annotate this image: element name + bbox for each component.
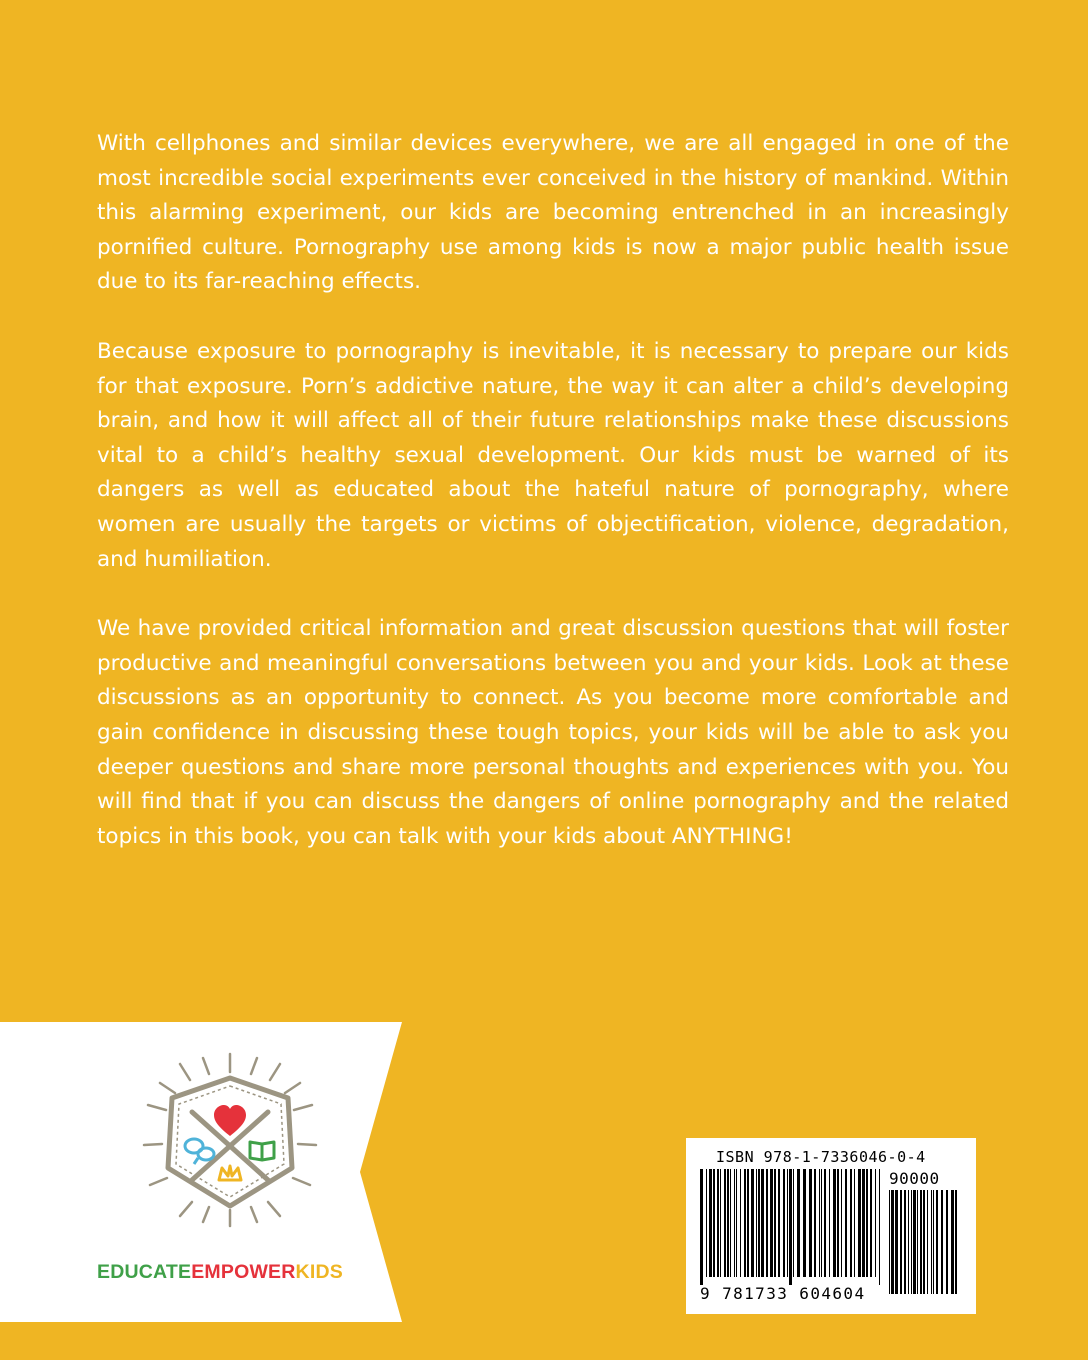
crest-icon xyxy=(140,1050,320,1230)
barcode-bar xyxy=(706,1169,707,1277)
barcode-bar xyxy=(821,1169,822,1277)
ean13-barcode-bars xyxy=(700,1169,880,1285)
barcode-bar xyxy=(895,1190,898,1294)
barcode-bar xyxy=(858,1169,861,1277)
barcode-bar xyxy=(913,1190,916,1294)
description-paragraph-1: With cellphones and similar devices everywhere, we are all engaged in one of the most incredible social experiments ever conceived in the history of mankind. Within this alarming experiment, our kids are becoming entrenched in an increasingly pornified culture. Pornography use among kids is now a major public health issue due to its far-reaching effects. xyxy=(97,131,1009,295)
barcode-bar xyxy=(730,1169,731,1277)
barcode-bar xyxy=(824,1169,826,1277)
barcode-bar xyxy=(774,1169,776,1277)
barcode-bar xyxy=(783,1169,785,1277)
barcode-bar xyxy=(845,1169,847,1277)
addon-barcode-bars xyxy=(889,1190,957,1294)
barcode-bar xyxy=(889,1190,890,1294)
barcode-bar xyxy=(747,1169,749,1277)
barcode-bar xyxy=(756,1169,757,1277)
barcode-bar xyxy=(911,1190,912,1294)
crown-icon xyxy=(219,1166,241,1180)
heart-icon xyxy=(214,1105,246,1136)
barcode-bar xyxy=(770,1169,773,1277)
barcode-bar xyxy=(854,1169,855,1277)
barcode-bar xyxy=(870,1169,872,1277)
barcode-bar xyxy=(814,1169,816,1277)
wordmark-kids: KIDS xyxy=(295,1261,343,1283)
barcode-bar xyxy=(923,1190,925,1294)
barcode-bar xyxy=(736,1169,737,1277)
barcode-bar xyxy=(862,1169,865,1277)
publisher-wordmark xyxy=(97,1261,343,1284)
barcode-bar xyxy=(833,1169,836,1277)
book-icon xyxy=(250,1142,274,1160)
barcode-bar xyxy=(700,1169,703,1285)
barcode-bar xyxy=(850,1169,852,1277)
barcode-bar xyxy=(931,1190,932,1294)
publisher-crest-logo xyxy=(140,1050,320,1230)
barcode-bar xyxy=(709,1169,712,1277)
barcode-bar xyxy=(908,1190,909,1294)
barcode-bar xyxy=(841,1169,842,1277)
back-cover-description xyxy=(97,127,1009,889)
barcode-bar xyxy=(734,1169,735,1277)
barcode-bar xyxy=(724,1169,726,1277)
barcode-bar xyxy=(875,1169,876,1277)
barcode-bar xyxy=(941,1190,943,1294)
description-paragraph-2: Because exposure to pornography is inevitable, it is necessary to prepare our kids for that exposure. Porn’s addictive nature, the way it can alter a child’s developing brain, and how it will affect all of their future relationships make these discussions vital to a child’s healthy sexual development. Our kids must be warned of its dangers as well as educated about the hateful nature of pornography, where women are usually the targets or victims of objectification, violence, degradation, and humiliation. xyxy=(97,338,1009,572)
barcode-bar xyxy=(917,1190,918,1294)
barcode-bar xyxy=(866,1169,868,1277)
barcode-bar xyxy=(789,1169,792,1285)
barcode-bar xyxy=(891,1190,894,1294)
isbn-number: ISBN 978-1-7336046-0-4 xyxy=(716,1148,926,1166)
barcode-bar xyxy=(829,1169,830,1277)
barcode-bar xyxy=(793,1169,794,1277)
speech-bubbles-icon xyxy=(185,1139,214,1164)
price-code: 90000 xyxy=(889,1169,940,1188)
barcode-bar xyxy=(778,1169,780,1277)
barcode-bar xyxy=(904,1190,906,1294)
barcode-bar xyxy=(900,1190,902,1294)
barcode-bar xyxy=(955,1190,957,1294)
isbn-barcode xyxy=(686,1138,976,1314)
barcode-bar xyxy=(933,1190,934,1294)
barcode-bar xyxy=(927,1190,928,1294)
barcode-bar xyxy=(727,1169,729,1277)
barcode-bar xyxy=(920,1190,922,1294)
barcode-bar xyxy=(758,1169,760,1277)
barcode-bar xyxy=(803,1169,806,1277)
barcode-bar xyxy=(936,1190,938,1294)
barcode-bar xyxy=(946,1190,948,1294)
barcode-bar xyxy=(720,1169,721,1277)
barcode-digits: 9 781733 604604 xyxy=(700,1284,866,1303)
barcode-bar xyxy=(717,1169,719,1277)
barcode-bar xyxy=(951,1190,954,1294)
barcode-bar xyxy=(744,1169,746,1277)
barcode-bar xyxy=(740,1169,741,1277)
description-paragraph-3: We have provided critical information and great discussion questions that will foster productive and meaningful conversations between you and your kids. Look at these discussions as an opportunity to connect. As you become more comfortable and gain confidence in discussing these tough topics, your kids will be able to ask you deeper questions and share more personal thoughts and experiences with you. You will find that if you can discuss the dangers of online pornography and the related topics in this book, you can talk with your kids about ANYTHING! xyxy=(97,616,1009,849)
barcode-bar xyxy=(809,1169,812,1277)
barcode-bar xyxy=(713,1169,715,1277)
barcode-bar xyxy=(879,1169,880,1285)
barcode-bar xyxy=(761,1169,764,1277)
barcode-bar xyxy=(751,1169,754,1277)
barcode-bar xyxy=(819,1169,820,1277)
wordmark-educate: EDUCATE xyxy=(97,1261,192,1283)
barcode-bar xyxy=(837,1169,839,1277)
barcode-bar xyxy=(766,1169,768,1277)
barcode-bar xyxy=(787,1169,788,1277)
barcode-bar xyxy=(797,1169,800,1277)
wordmark-empower: EMPOWER xyxy=(191,1261,296,1283)
